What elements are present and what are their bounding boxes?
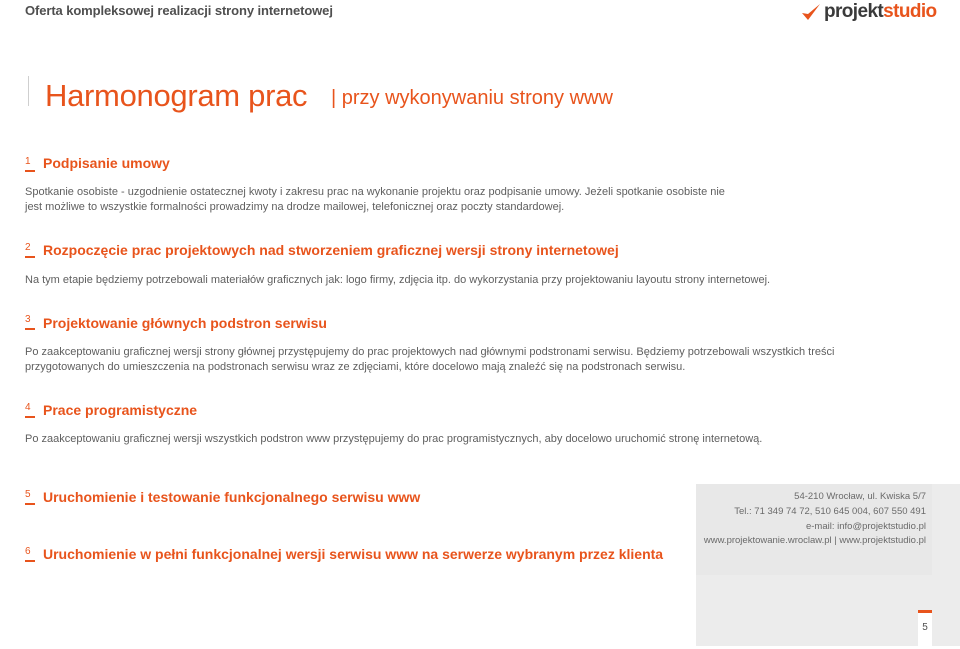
logo-check-icon — [800, 1, 822, 23]
title-divider — [28, 76, 29, 106]
step-title-6: Uruchomienie w pełni funkcjonalnej wersji serwisu www na serwerze wybranym przez klienta — [43, 546, 664, 562]
contact-websites[interactable]: www.projektowanie.wroclaw.pl | www.projektstudio.pl — [703, 535, 926, 546]
contact-phone: Tel.: 71 349 74 72, 510 645 004, 607 550 491 — [734, 506, 926, 517]
step-description-4: Po zaakceptowaniu graficznej wersji wszystkich podstron www przystępujemy do prac programistycznych, aby docelowo uruchomić stronę internetową. — [25, 433, 763, 445]
step-title-4: Prace programistyczne — [43, 402, 198, 418]
step-description-1: Spotkanie osobiste - uzgodnienie ostatecznej kwoty i zakresu prac na wykonanie projektu oraz podpisanie umowy. Jeżeli spotkanie osobiste nie jest możliwe to wszystkie formalności prowadzimy na drodze mailowej, telefonicznej oraz poczty standardowej. — [25, 186, 725, 213]
page-subtitle: | przy wykonywaniu strony www — [331, 87, 613, 109]
step-number-3: 3 — [25, 314, 35, 330]
logo — [800, 0, 937, 24]
page-number: 5 — [918, 610, 932, 649]
step-description-2: Na tym etapie będziemy potrzebowali materiałów graficznych jak: logo firmy, zdjęcia itp. do wykorzystania przy projektowaniu layoutu strony internetowej. — [25, 274, 771, 286]
step-title-5: Uruchomienie i testowanie funkcjonalnego serwisu www — [43, 489, 421, 505]
step-number-4: 4 — [25, 402, 35, 418]
step-number-6: 6 — [25, 546, 35, 562]
step-description-3: Po zaakceptowaniu graficznej wersji strony głównej przystępujemy do prac projektowych nad głównymi podstronami serwisu. Będziemy potrzebowali wszystkich treści przygotowanych do umieszczenia na podstronach serwisu wraz ze zdjęciami, które docelowo mają znaleźć się na podstronach serwisu. — [25, 346, 835, 373]
step-number-1: 1 — [25, 156, 35, 172]
step-title-3: Projektowanie głównych podstron serwisu — [43, 315, 327, 331]
page-title: Harmonogram prac — [45, 78, 308, 113]
logo-text-accent: studio — [883, 1, 937, 22]
step-number-5: 5 — [25, 489, 35, 505]
contact-email[interactable]: e-mail: info@projektstudio.pl — [805, 521, 926, 532]
step-title-1: Podpisanie umowy — [43, 155, 170, 171]
contact-address: 54-210 Wrocław, ul. Kwiska 5/7 — [794, 491, 926, 502]
contact-box — [696, 484, 932, 575]
footer-side-panel — [932, 484, 960, 646]
offer-title: Oferta kompleksowej realizacji strony internetowej — [25, 3, 333, 18]
step-number-2: 2 — [25, 242, 35, 258]
step-title-2: Rozpoczęcie prac projektowych nad stworzeniem graficznej wersji strony internetowej — [43, 242, 619, 258]
logo-text-main: projekt — [824, 1, 884, 22]
